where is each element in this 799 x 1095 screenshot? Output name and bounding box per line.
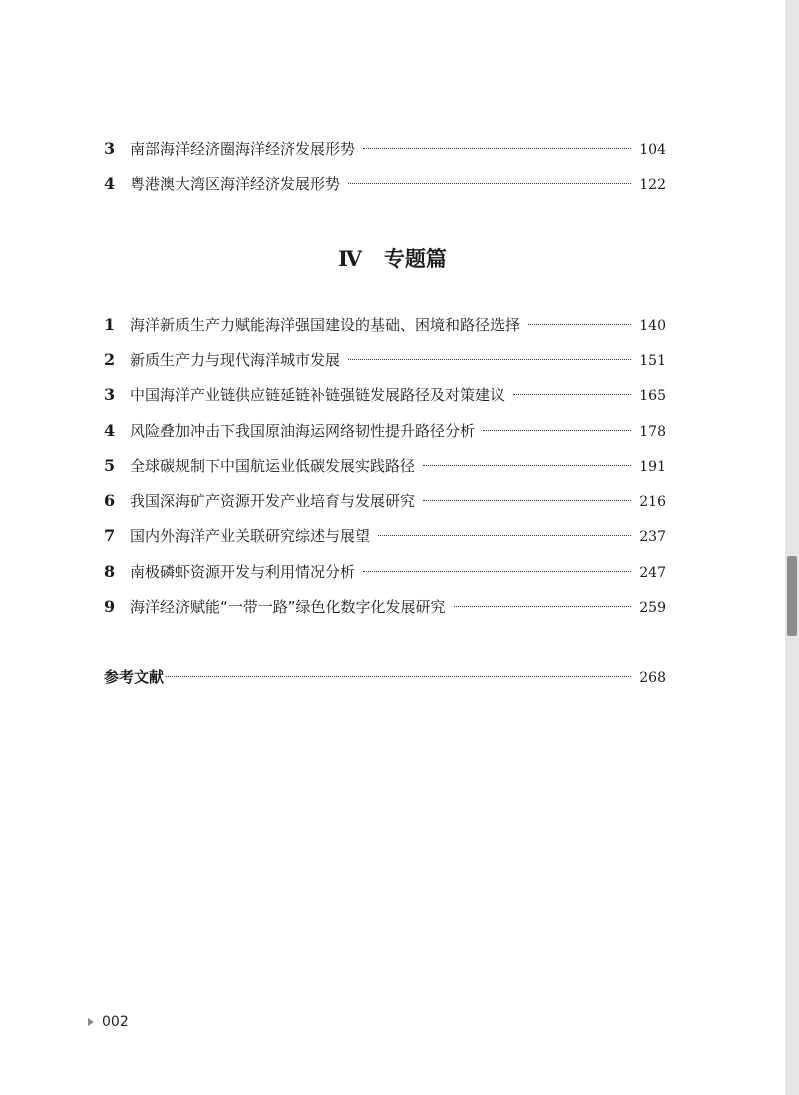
toc-entry-number: 8 [104, 562, 116, 581]
toc-entry-number: 4 [104, 174, 116, 193]
toc-entry[interactable] [104, 314, 666, 336]
toc-entry-page: 104 [639, 142, 666, 158]
toc-entry-title: 新质生产力与现代海洋城市发展 [130, 351, 341, 369]
toc-entry-number: 2 [104, 350, 116, 369]
toc-entry-page: 247 [639, 565, 666, 581]
toc-entry-number: 3 [104, 385, 116, 404]
dot-leader [348, 183, 631, 184]
toc-entry[interactable] [104, 561, 666, 583]
dot-leader [513, 394, 631, 395]
toc-entry-title: 国内外海洋产业关联研究综述与展望 [130, 527, 371, 545]
toc-entry-page: 237 [639, 529, 666, 545]
toc-entry[interactable] [104, 173, 666, 195]
toc-entry-title: 粤港澳大湾区海洋经济发展形势 [130, 175, 341, 193]
toc-entry-title: 全球碳规制下中国航运业低碳发展实践路径 [130, 457, 416, 475]
toc-entry[interactable] [104, 455, 666, 477]
references-title: 参考文献 [104, 668, 165, 686]
toc-entry-title: 中国海洋产业链供应链延链补链强链发展路径及对策建议 [130, 386, 506, 404]
toc-entry-number: 5 [104, 456, 116, 475]
page-number: 002 [102, 1014, 129, 1030]
toc-entry-number: 1 [104, 315, 116, 334]
references-page: 268 [639, 670, 666, 686]
dot-leader [348, 359, 631, 360]
vertical-scrollbar[interactable] [785, 0, 799, 1095]
toc-entry[interactable] [104, 384, 666, 406]
dot-leader [423, 465, 631, 466]
dot-leader [378, 535, 631, 536]
section-title: 专题篇 [383, 247, 447, 271]
toc-entry[interactable] [104, 138, 666, 160]
toc-entry[interactable] [104, 420, 666, 442]
toc-entry[interactable] [104, 490, 666, 512]
toc-entry-title: 我国深海矿产资源开发产业培育与发展研究 [130, 492, 416, 510]
section-numeral: Ⅳ [338, 246, 362, 271]
dot-leader [528, 324, 631, 325]
toc-entry-page: 151 [639, 353, 666, 369]
dot-leader [363, 148, 631, 149]
dot-leader [454, 606, 632, 607]
toc-entry-references[interactable] [104, 666, 666, 688]
toc-entry-title: 海洋经济赋能“一带一路”绿色化数字化发展研究 [130, 598, 446, 616]
toc-entry[interactable] [104, 596, 666, 618]
toc-entry-number: 6 [104, 491, 116, 510]
toc-entry-title: 南极磷虾资源开发与利用情况分析 [130, 563, 356, 581]
dot-leader [483, 430, 631, 431]
toc-entry-number: 3 [104, 139, 116, 158]
dot-leader [423, 500, 631, 501]
toc-entry[interactable] [104, 525, 666, 547]
triangle-right-icon [88, 1018, 94, 1026]
toc-entry-page: 191 [639, 459, 666, 475]
dot-leader [166, 676, 631, 677]
toc-entry-number: 4 [104, 421, 116, 440]
toc-entry-number: 7 [104, 526, 116, 545]
toc-entry-number: 9 [104, 597, 116, 616]
scrollbar-thumb[interactable] [787, 556, 797, 636]
page-footer [88, 1012, 129, 1032]
toc-entry-title: 风险叠加冲击下我国原油海运网络韧性提升路径分析 [130, 422, 476, 440]
section-heading [0, 244, 785, 274]
toc-entry-title: 海洋新质生产力赋能海洋强国建设的基础、困境和路径选择 [130, 316, 521, 334]
toc-entry-page: 216 [639, 494, 666, 510]
toc-entry-page: 259 [639, 600, 666, 616]
toc-entry-page: 140 [639, 318, 666, 334]
toc-entry-page: 165 [639, 388, 666, 404]
toc-entry-page: 178 [639, 424, 666, 440]
toc-entry-title: 南部海洋经济圈海洋经济发展形势 [130, 140, 356, 158]
dot-leader [363, 571, 631, 572]
toc-entry[interactable] [104, 349, 666, 371]
toc-entry-page: 122 [639, 177, 666, 193]
